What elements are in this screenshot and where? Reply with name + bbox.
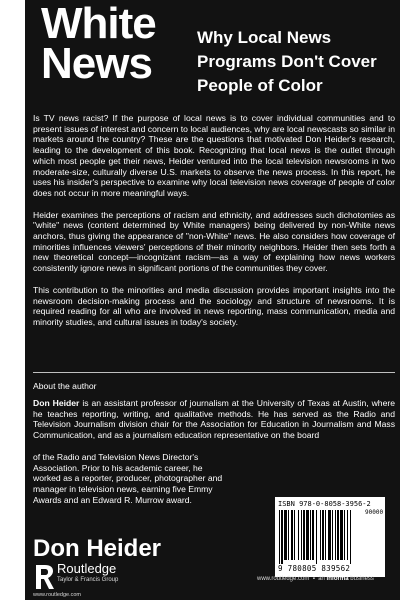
publisher-group: Taylor & Francis Group	[57, 577, 119, 583]
book-subtitle	[197, 26, 377, 98]
footer-informa: informa	[326, 576, 349, 582]
barcode-bar	[306, 510, 309, 560]
book-back-cover	[25, 0, 400, 600]
title-line-1: White	[41, 0, 156, 48]
barcode-bar	[332, 510, 333, 560]
barcode-bar	[340, 510, 343, 560]
barcode-bar	[347, 510, 348, 560]
subtitle-line-2: Programs Don't Cover	[197, 52, 377, 71]
barcode-bar	[312, 510, 314, 560]
barcode-bar	[294, 510, 295, 560]
isbn-number: ISBN 978-0-8058-3956-2	[278, 500, 371, 508]
description-text	[33, 113, 395, 339]
subtitle-line-1: Why Local News	[197, 28, 332, 47]
barcode-bar	[316, 510, 317, 564]
barcode-bar	[303, 510, 305, 560]
publisher-name: Routledge	[57, 561, 117, 576]
barcode-bar	[301, 510, 302, 560]
about-author-heading: About the author	[33, 381, 97, 391]
barcode-bar	[344, 510, 345, 560]
description-paragraph-1: Is TV news racist? If the purpose of local news is to cover individual communities and to present issues of interest and concern to local audiences, why are local newscasts so similar in markets around the country? These are the questions that motivated Don Heider's research, leading to the development of this book. Recognizing that local news is the outlet through which most people get their news, Heider ventured into the local television newsrooms in two moderate-size, culturally diverse U.S. markets to observe the news process. In this report, he uses his insider's perspective to examine why local television news coverage of people of color does not occur in more meaningful ways.	[33, 113, 395, 198]
barcode-bar	[322, 510, 324, 560]
section-divider	[33, 372, 395, 373]
price-code: 90000	[365, 509, 384, 516]
author-bio-continued: of the Radio and Television News Director's Association. Prior to his academic career, he worked as a reporter, producer, photographer and manager in television news, earning five Emmy Awards and an Edward R. Murrow award.	[33, 452, 223, 505]
book-title	[41, 0, 156, 88]
author-name: Don Heider	[33, 535, 162, 562]
barcode-bar	[284, 510, 287, 560]
bio-author-name: Don Heider	[33, 398, 80, 408]
isbn-barcode	[275, 497, 385, 577]
barcode-digits: 9 780805 839562	[278, 564, 351, 573]
barcode-bar	[291, 510, 293, 560]
publisher-url: www.routledge.com	[33, 592, 81, 598]
footer-business: business	[350, 576, 374, 582]
description-paragraph-3: This contribution to the minorities and media discussion provides important insights into the newsroom decision-making process and the sociology and structure of newsrooms. It is required reading for all who are involved in news reporting, mass communication, media and minority studies, and cultural issues in today's society.	[33, 284, 395, 327]
barcode-bar	[279, 510, 280, 564]
barcode-bar	[350, 510, 351, 564]
routledge-logo-icon	[33, 563, 55, 591]
title-line-2: News	[41, 39, 152, 88]
barcode-bar	[281, 510, 283, 564]
footer-bullet: ▪	[312, 576, 315, 582]
barcode-bar	[298, 510, 299, 560]
barcode-bar	[325, 510, 326, 560]
footer-an: an	[318, 576, 325, 582]
publisher-block	[33, 562, 163, 594]
footer-publisher-line	[257, 576, 374, 583]
bio-text-top: is an assistant professor of journalism at the University of Texas at Austin, where he teaches reporting, writing, and qualitative methods. He has served as the Radio and Television Journalism division chair for the Association for Education in Journalism and Mass Communication, and as a journalism education representative on the board	[33, 398, 395, 441]
author-bio	[33, 398, 395, 441]
footer-site: www.routledge.com	[257, 576, 310, 582]
barcode-bar	[337, 510, 339, 560]
barcode-bar	[335, 510, 336, 560]
barcode-bar	[310, 510, 311, 560]
barcode-bar	[328, 510, 331, 560]
barcode-bars	[278, 510, 362, 564]
barcode-bar	[320, 510, 321, 560]
description-paragraph-2: Heider examines the perceptions of racism and ethnicity, and addresses such dichotomies as "white" news (content determined by White managers) being delivered by non-White news anchors, thus giving the appearance of "non-White" news. He also considers how coverage of minorities influences viewers' perceptions of their minority neighbors. Heider then sets forth a new theoretical concept—incognizant racism—as a way of explaining how news workers consistently ignore news in significant portions of the communities they cover.	[33, 209, 395, 274]
subtitle-line-3: People of Color	[197, 76, 323, 95]
barcode-bar	[288, 510, 289, 560]
